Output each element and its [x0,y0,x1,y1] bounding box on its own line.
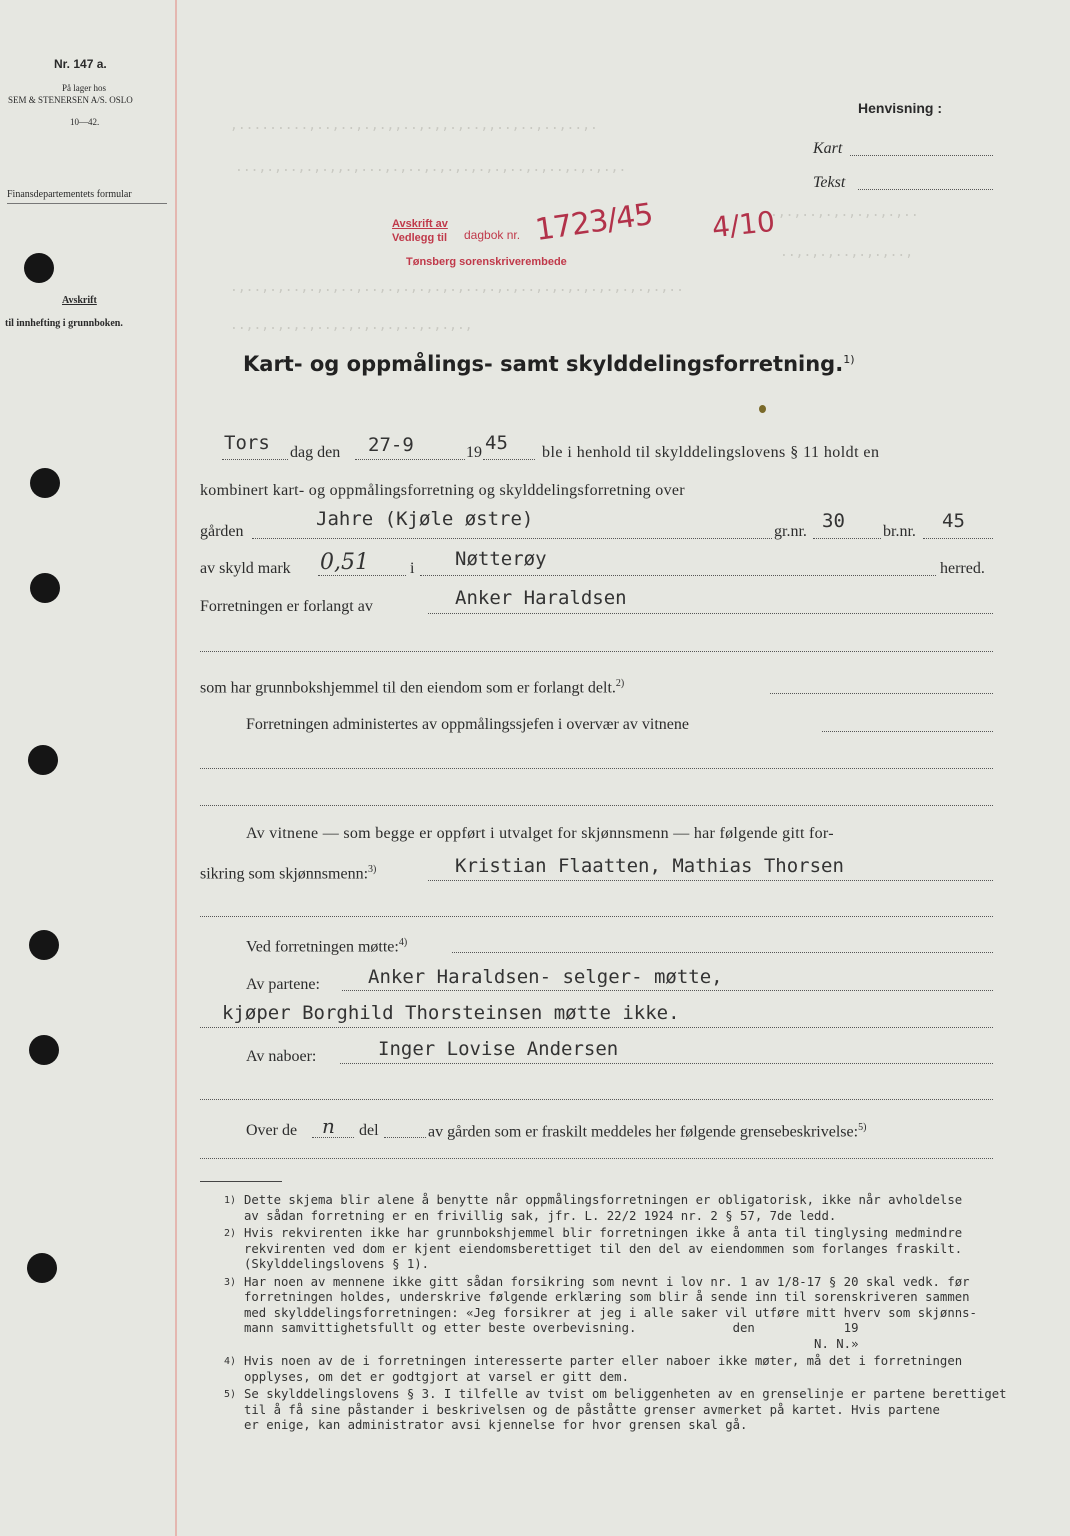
form-number: Nr. 147 a. [54,57,107,71]
stamp-line-1: Avskrift av [392,218,448,230]
printer-line-2: SEM & STENERSEN A/S. OSLO [8,95,133,105]
bleed-through-text: ..,.,.,..,.,.,.., [780,245,914,260]
printer-line-1: På lager hos [62,83,106,93]
footnote-line: (Skylddelingslovens § 1). [244,1257,430,1271]
hw-appraisers: Kristian Flaatten, Mathias Thorsen [455,855,844,877]
footnote [224,1387,1007,1434]
herred-line [420,575,936,576]
motte-label: Ved forretningen møtte: [246,938,399,956]
footnote [224,1354,999,1385]
footnote-line: Dette skjema blir alene å benytte når oppmålingsforretningen er obligatorisk, ikke når avholdelse [244,1193,963,1207]
footnote-line: Hvis noen av de i forretningen interesserte parter eller naboer ikke møter, må det i forretningen [244,1354,963,1368]
punch-hole [29,930,59,960]
partene-line [342,990,993,991]
vitnene-line-2 [200,864,376,883]
skyld-line [318,575,406,576]
copy-label: Avskrift [62,295,97,306]
punch-hole [24,253,54,283]
footnote-line: til å få sine påstander i beskrivelsen og de påståtte grenser avmerket på kartet. Hvis partene [244,1402,940,1417]
over-de-line [312,1137,354,1138]
motte-mark: 4) [398,937,408,948]
label-year-prefix: 19 [466,444,482,461]
title-text: Kart- og oppmålings- samt skylddelingsforretning. [243,352,844,376]
grunnbok-label: som har grunnbokshjemmel til den eiendom som er forlangt delt. [200,679,616,697]
bleed-through-text: ,.........,..,..,.,.,,..,.,,.,..,,..,..,..,..,. [230,118,598,133]
footnote-line: med skylddelingsforretningen: «Jeg forsikrer at jeg i alle saker vil utføre mitt hverv som skjønns- [244,1305,977,1320]
hw-herred: Nøtterøy [455,548,547,570]
appraisers-line-2 [200,916,993,917]
reference-kart-label: Kart [813,140,843,157]
footnotes [224,1193,1007,1436]
footnote [224,1193,999,1224]
hw-parties-line-2: kjøper Borghild Thorsteinsen møtte ikke. [222,1002,680,1024]
label-forlangt: Forretningen er forlangt av [200,598,373,615]
footnote-line: Se skylddelingslovens § 3. I tilfelle av tvist om beliggenheten av en grenselinje er partene berettiget [244,1387,1007,1401]
footnote-line: opplyses, om det er godtgjort at varsel er gitt dem. [244,1369,629,1384]
form-origin-underline [7,203,167,204]
reference-kart-line [850,155,993,156]
footnote-line: N. N.» [244,1336,859,1351]
stamp-line-2: Vedlegg til [392,232,448,244]
hw-skyld: 0,51 [320,550,369,575]
blank-line [200,651,993,652]
hw-neighbors: Inger Lovise Andersen [378,1038,619,1060]
label-over-de: Over de [246,1122,298,1139]
bleed-through-text: ..,.,.,.,.,..,.,.,.,.,..,.,.,., [230,318,473,333]
label-garden: gården [200,523,244,540]
footnote [224,1226,999,1273]
vitnene-line-1: Av vitnene — som begge er oppført i utvalget for skjønnsmenn — har følgende gitt for- [246,825,834,842]
line1-text: ble i henhold til skylddelingslovens § 11 holdt en [542,444,880,461]
title-footnote-mark: 1) [843,353,855,366]
del-line [384,1137,426,1138]
label-brnr: br.nr. [883,523,916,540]
date-line [355,459,465,460]
reference-tekst-label: Tekst [813,174,846,191]
grunnbok-line [770,693,993,694]
footnote-line: Hvis rekvirenten ikke har grunnbokshjemmel blir forretningen ikke å anta til tinglysing medmindre [244,1226,963,1240]
vitnene-mark: 3) [368,864,377,875]
hw-weekday: Tors [224,432,270,454]
hw-requested-by: Anker Haraldsen [455,587,627,609]
grense-mark: 5) [858,1122,867,1133]
printer-date: 10—42. [70,117,100,127]
label-skyld: av skyld mark [200,560,291,577]
punch-hole [30,468,60,498]
hw-date: 27-9 [368,434,414,456]
footnote-mark: 3) [224,1276,237,1288]
grnr-line [813,538,881,539]
naboer-line [340,1063,993,1064]
year-line [483,459,535,460]
footnote-line: av sådan forretning er en frivillig sak, jfr. L. 22/2 1924 nr. 2 § 57, 7de ledd. [244,1208,837,1223]
motte-text [246,937,407,956]
journal-number: 1723/45 [533,196,655,249]
vitne-line-2 [200,805,993,806]
footnote-line: rekvirenten ved dom er kjent eiendomsberettiget til den del av eiendommen som forlanges fraskilt. [244,1241,963,1256]
punch-hole [30,573,60,603]
line2-text: kombinert kart- og oppmålingsforretning og skylddelingsforretning over [200,482,685,499]
reference-tekst-line [858,189,993,190]
footnote-mark: 2) [224,1228,237,1239]
copy-note: til innhefting i grunnboken. [5,318,123,329]
weekday-line [222,459,288,460]
hw-brnr: 45 [942,510,965,532]
naboer-line-2 [200,1099,993,1100]
label-i: i [410,560,415,577]
appraisers-line [428,880,993,881]
footnote-line: mann samvittighetsfullt og etter beste overbevisning. den 19 [244,1321,859,1335]
footnote-separator [200,1181,282,1182]
hw-grnr: 30 [822,510,845,532]
garden-line [252,538,772,539]
grunnbok-mark: 2) [615,678,625,689]
ink-dot [759,405,766,413]
stamp-dagbok: dagbok nr. [464,228,521,242]
punch-hole [29,1035,59,1065]
footnote-mark: 4) [224,1356,237,1367]
administreres-text: Forretningen administertes av oppmålingssjefen i overvær av vitnene [246,716,689,733]
administreres-line [822,731,993,732]
grunnbok-text [200,678,624,697]
grense-line [200,1158,993,1159]
punch-hole [27,1253,57,1283]
stamp-office: Tønsberg sorenskriverembede [406,256,567,268]
footnote-line: Har noen av mennene ikke gitt sådan forsikring som nevnt i lov nr. 1 av 1/8-17 § 20 skal vedk. før [244,1274,970,1289]
footnote-line: forretningen holdes, underskrive følgende erklæring som blir å sende inn til sorenskriveren sammen [244,1290,970,1304]
hw-year: 45 [485,432,508,454]
brnr-line [923,538,993,539]
punch-hole [28,745,58,775]
bleed-through-text: .,..,.,..,.,.,..,..,.,.,.,.,.,..,.,.,..,.,.,.,.,.,.,.,.,.. [230,280,684,295]
hw-parties-line-1: Anker Haraldsen- selger- møtte, [368,966,723,988]
hw-over-de: n [322,1114,335,1138]
label-naboer: Av naboer: [246,1048,317,1065]
reference-title: Henvisning : [858,100,943,116]
partene-line-2 [200,1027,993,1028]
journal-date: 4/10 [710,204,777,245]
label-herred: herred. [940,560,985,577]
form-origin: Finansdepartementets formular [7,189,132,200]
margin-line [175,0,177,1536]
label-del: del [359,1122,379,1139]
label-grnr: gr.nr. [774,523,807,540]
bleed-through-text: ...,.,..,.,.,,.,...,.,..,.,.,.,.,.,..,.,..,.,.,.,. [235,160,627,175]
motte-line [452,952,993,953]
label-partene: Av partene: [246,976,320,993]
footnote-mark: 1) [224,1195,237,1206]
grense-text [428,1122,866,1141]
forlangt-line [428,613,993,614]
grense-label: av gården som er fraskilt meddeles her følgende grensebeskrivelse: [428,1123,859,1141]
label-dag-den: dag den [290,444,341,461]
footnote-mark: 5) [224,1389,237,1400]
document-title [243,352,855,376]
footnote [224,1274,999,1353]
footnote-line: er enige, kan administrator avsi kjennelse for hvor grensen skal gå. [244,1418,748,1432]
hw-garden: Jahre (Kjøle østre) [316,508,534,530]
vitnene-label: sikring som skjønnsmenn: [200,865,369,883]
vitne-line-1 [200,768,993,769]
bleed-through-text: .,.,..,.,.,.,.,.,.. [770,205,919,220]
